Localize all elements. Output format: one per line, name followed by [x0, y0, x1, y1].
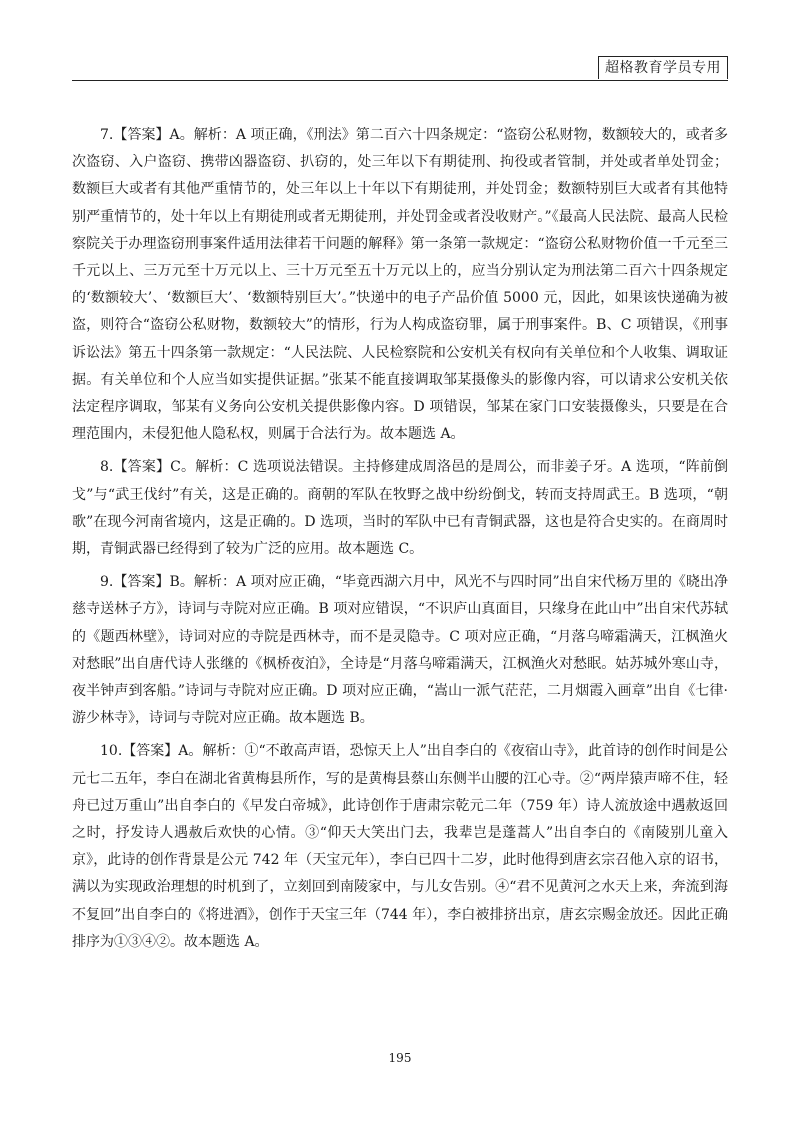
answer-7-lead: 7.【答案】A。	[100, 127, 194, 143]
answer-7	[72, 122, 728, 448]
answer-9-text: 解析：A 项对应正确，“毕竟西湖六月中，风光不与四时同”出自宋代杨万里的《晓出净慈寺送林子方》，诗词与寺院对应正确。B 项对应错误，“不识庐山真面目，只缘身在此山中”出自宋代苏轼的《题西林壁》，诗词对应的寺院是西林寺，而不是灵隐寺。C 项对应正确，“月落乌啼霜满天，江枫渔火对愁眠”出自唐代诗人张继的《枫桥夜泊》，全诗是“月落乌啼霜满天，江枫渔火对愁眠。姑苏城外寒山寺，夜半钟声到客船。”诗词与寺院对应正确。D 项对应正确，“嵩山一派气茫茫，二月烟霞入画章”出自《七律·游少林寺》，诗词与寺院对应正确。故本题选 B。	[72, 574, 728, 727]
answer-9-lead: 9.【答案】B。	[100, 574, 194, 591]
answer-8-text: 解析：C 选项说法错误。主持修建成周洛邑的是周公，而非姜子牙。A 选项，“阵前倒戈”与“武王伐纣”有关，这是正确的。商朝的军队在牧野之战中纷纷倒戈，转而支持周武王。B 选项，“朝歌”在现今河南省境内，这是正确的。D 选项，当时的军队中已有青铜武器，这也是符合史实的。在商周时期，青铜武器已经得到了较为广泛的应用。故本题选 C。	[72, 459, 728, 558]
answer-8	[72, 454, 728, 563]
page-number: 195	[388, 1051, 412, 1065]
answer-10-lead: 10.【答案】A。	[100, 743, 203, 760]
answer-10	[72, 738, 728, 956]
answer-content	[72, 122, 728, 962]
answer-7-text: 解析：A 项正确，《刑法》第二百六十四条规定：“盗窃公私财物，数额较大的，或者多次盗窃、入户盗窃、携带凶器盗窃、扒窃的，处三年以下有期徒刑、拘役或者管制，并处或者单处罚金；数额巨大或者有其他严重情节的，处三年以上十年以下有期徒刑，并处罚金；数额特别巨大或者有其他特别严重情节的，处十年以上有期徒刑或者无期徒刑，并处罚金或者没收财产。”《最高人民法院、最高人民检察院关于办理盗窃刑事案件适用法律若干问题的解释》第一条第一款规定：“盗窃公私财物价值一千元至三千元以上、三万元至十万元以上、三十万元至五十万元以上的，应当分别认定为刑法第二百六十四条规定的‘数额较大’、‘数额巨大’、‘数额特别巨大’。”快递中的电子产品价值 5000 元，因此，如果该快递确为被盗，则符合“盗窃公私财物，数额较大”的情形，行为人构成盗窃罪，属于刑事案件。B、C 项错误，《刑事诉讼法》第五十四条第一款规定：“人民法院、人民检察院和公安机关有权向有关单位和个人收集、调取证据。有关单位和个人应当如实提供证据。”张某不能直接调取邹某摄像头的影像内容，可以请求公安机关依法定程序调取，邹某有义务向公安机关提供影像内容。D 项错误，邹某在家门口安装摄像头，只要是在合理范围内，未侵犯他人隐私权，则属于合法行为。故本题选 A。	[72, 127, 728, 443]
answer-8-lead: 8.【答案】C。	[100, 459, 196, 476]
header-tag: 超格教育学员专用	[598, 56, 728, 79]
answer-9	[72, 569, 728, 732]
answer-10-text: 解析：①“不敢高声语，恐惊天上人”出自李白的《夜宿山寺》，此首诗的创作时间是公元七二五年，李白在湖北省黄梅县所作，写的是黄梅县蔡山东侧半山腰的江心寺。②“两岸猿声啼不住，轻舟已过万重山”出自李白的《早发白帝城》，此诗创作于唐肃宗乾元二年（759 年）诗人流放途中遇赦返回之时，抒发诗人遇赦后欢快的心情。③“仰天大笑出门去，我辈岂是蓬蒿人”出自李白的《南陵别儿童入京》，此诗的创作背景是公元 742 年（天宝元年），李白已四十二岁，此时他得到唐玄宗召他入京的诏书，满以为实现政治理想的时机到了，立刻回到南陵家中，与儿女告别。④“君不见黄河之水天上来，奔流到海不复回”出自李白的《将进酒》，创作于天宝三年（744 年），李白被排挤出京，唐玄宗赐金放还。因此正确排序为①③④②。故本题选 A。	[72, 743, 729, 950]
header-rule	[72, 80, 728, 81]
